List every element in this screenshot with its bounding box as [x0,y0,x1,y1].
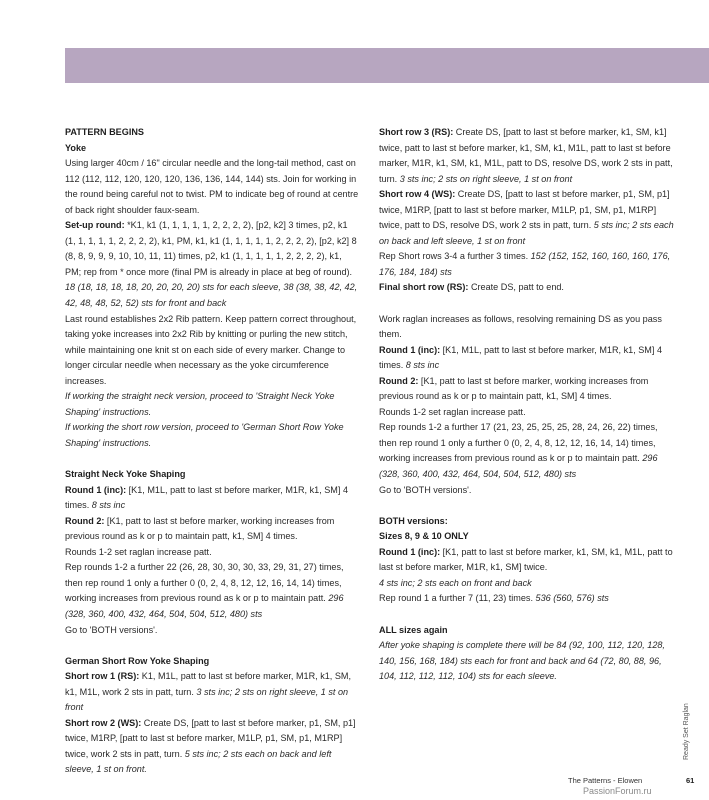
all-sizes-summary: After yoke shaping is complete there will be 84 (92, 100, 112, 120, 128, 140, 156, 168, 184) sts each for front and back and 64 (72, 80, 88, 96, 104, 112, 112, 112, 104) sts for each sleeve. [379,640,665,682]
section-heading-straight-neck: Straight Neck Yoke Shaping [65,469,186,480]
raglan-repeat: Rep rounds 1-2 a further 17 (21, 23, 25, 25, 25, 28, 24, 26, 22) times, then rep round 1 only a further 0 (0, 2, 4, 8, 12, 12, 16, 14, 14) times, working increases from previous round as k or p to maintain patt. 296 (328, 360, 400, 432, 464, 504, 504, 512, 480) sts [379,422,658,480]
footer-title: The Patterns - Elowen [568,776,643,785]
short-row-4: Short row 4 (WS): Create DS, [patt to last st before marker, p1, SM, p1] twice, M1RP, [patt to last st before marker, M1LP, p1, SM, p1, M1RP] twice, patt to DS, resolve DS, work 2 sts in patt, turn. 5 sts inc; 2 sts each on back and left sleeve, 1 st on front [379,189,674,246]
section-heading-all-sizes: ALL sizes again [379,624,448,635]
header-color-band [65,48,709,83]
both-repeat: Rep round 1 a further 7 (11, 23) times. 536 (560, 576) sts [379,593,609,604]
section-heading-yoke: Yoke [65,142,87,153]
repeat-short-rows: Rep Short rows 3-4 a further 3 times. 152 (152, 152, 160, 160, 160, 176, 176, 184, 184) sts [379,251,671,277]
page-number: 61 [686,776,695,785]
yoke-instructions: Using larger 40cm / 16" circular needle and the long-tail method, cast on 112 (112, 112, 120, 120, 120, 136, 136, 144, 144) sts. Join for working in the round being careful not to twist. PM to indicate beg of round at centre of back right shoulder faux-seam. [65,158,359,215]
rib-pattern-paragraph: Last round establishes 2x2 Rib pattern. Keep pattern correct throughout, taking yoke increases into 2x2 Rib by knitting or purling the new stitch, while maintaining one knit st on each side of every marker. Change to longer circular needle when necessary as the yoke circumference increases. [65,313,357,386]
sn-goto: Go to 'BOTH versions'. [65,624,158,635]
short-row-2: Short row 2 (WS): Create DS, [patt to last st before marker, p1, SM, p1] twice, M1RP, [patt to last st before marker, M1LP, p1, SM, p1, M1RP] twice, work 2 sts in patt, turn. 5 sts inc; 2 sts each on back and left sleeve, 1 st on front. [65,717,356,775]
sn-round-1: Round 1 (inc): [K1, M1L, patt to last st before marker, M1R, k1, SM] 4 times. 8 sts inc [65,484,348,511]
section-heading-german-short-row: German Short Row Yoke Shaping [65,655,210,666]
side-running-title: Ready Set Raglan [683,703,690,760]
section-heading-both-versions: BOTH versions: [379,515,448,526]
straight-neck-note: If working the straight neck version, proceed to 'Straight Neck Yoke Shaping' instructions. [65,391,335,417]
raglan-round-1: Round 1 (inc): [K1, M1L, patt to last st before marker, M1R, k1, SM] 4 times. 8 sts inc [379,344,662,371]
raglan-goto: Go to 'BOTH versions'. [379,484,472,495]
right-column [379,125,675,685]
left-column [65,125,360,778]
section-heading-sizes: Sizes 8, 9 & 10 ONLY [379,531,469,542]
sn-round-2: Round 2: [K1, patt to last st before marker, working increases from previous round as k or p to maintain patt, k1, SM] 4 times. [65,515,335,542]
watermark: PassionForum.ru [583,786,652,796]
short-row-note: If working the short row version, proceed to 'German Short Row Yoke Shaping' instructions. [65,422,344,448]
final-short-row: Final short row (RS): Create DS, patt to end. [379,282,564,293]
setup-round-paragraph: Set-up round: *K1, k1 (1, 1, 1, 1, 1, 2, 2, 2, 2), [p2, k2] 3 times, p2, k1 (1, 1, 1, 1, 1, 2, 2, 2, 2), k1, PM, k1, k1 (1, 1, 1, 1, 1, 2, 2, 2, 2), [p2, k2] 8 (8, 8, 9, 9, 9, 10, 10, 11, 11) times, p2, k1 (1, 1, 1, 1, 1, 2, 2, 2, 2), k1, PM; rep from * once more (final PM is already in place at beg of round). 18 (18, 18, 18, 18, 20, 20, 20, 20) sts for each sleeve, 38 (38, 38, 42, 42, 42, 48, 48, 52, 52) sts for front and back [65,220,358,309]
short-row-3: Short row 3 (RS): Create DS, [patt to last st before marker, k1, SM, k1] twice, patt to last st before marker, k1, SM, k1, M1L, patt to last st before marker, M1R, k1, SM, k1, M1L, patt to DS, resolve DS, work 2 sts in patt, turn. 3 sts inc; 2 sts on right sleeve, 1 st on front [379,127,673,184]
raglan-rounds-set: Rounds 1-2 set raglan increase patt. [379,406,526,417]
raglan-round-2: Round 2: [K1, patt to last st before marker, working increases from previous round as k or p to maintain patt, k1, SM] 4 times. [379,375,649,402]
sn-rounds-set: Rounds 1-2 set raglan increase patt. [65,546,212,557]
work-raglan-note: Work raglan increases as follows, resolving remaining DS as you pass them. [379,313,662,340]
section-heading-pattern-begins: PATTERN BEGINS [65,127,144,137]
short-row-1: Short row 1 (RS): K1, M1L, patt to last st before marker, M1R, k1, SM, k1, M1L, work 2 sts in patt, turn. 3 sts inc; 2 sts on right sleeve, 1 st on front [65,671,352,713]
both-round-1: Round 1 (inc): [K1, patt to last st before marker, k1, SM, k1, M1L, patt to last st before marker, M1R, k1, SM] twice. 4 sts inc; 2 sts each on front and back [379,546,673,588]
sn-repeat: Rep rounds 1-2 a further 22 (26, 28, 30, 30, 30, 33, 29, 31, 27) times, then rep round 1 only a further 0 (0, 2, 4, 8, 12, 12, 16, 14, 14) times, working increases from previous round as k or p to maintain patt. 296 (328, 360, 400, 432, 464, 504, 504, 512, 480) sts [65,562,344,619]
